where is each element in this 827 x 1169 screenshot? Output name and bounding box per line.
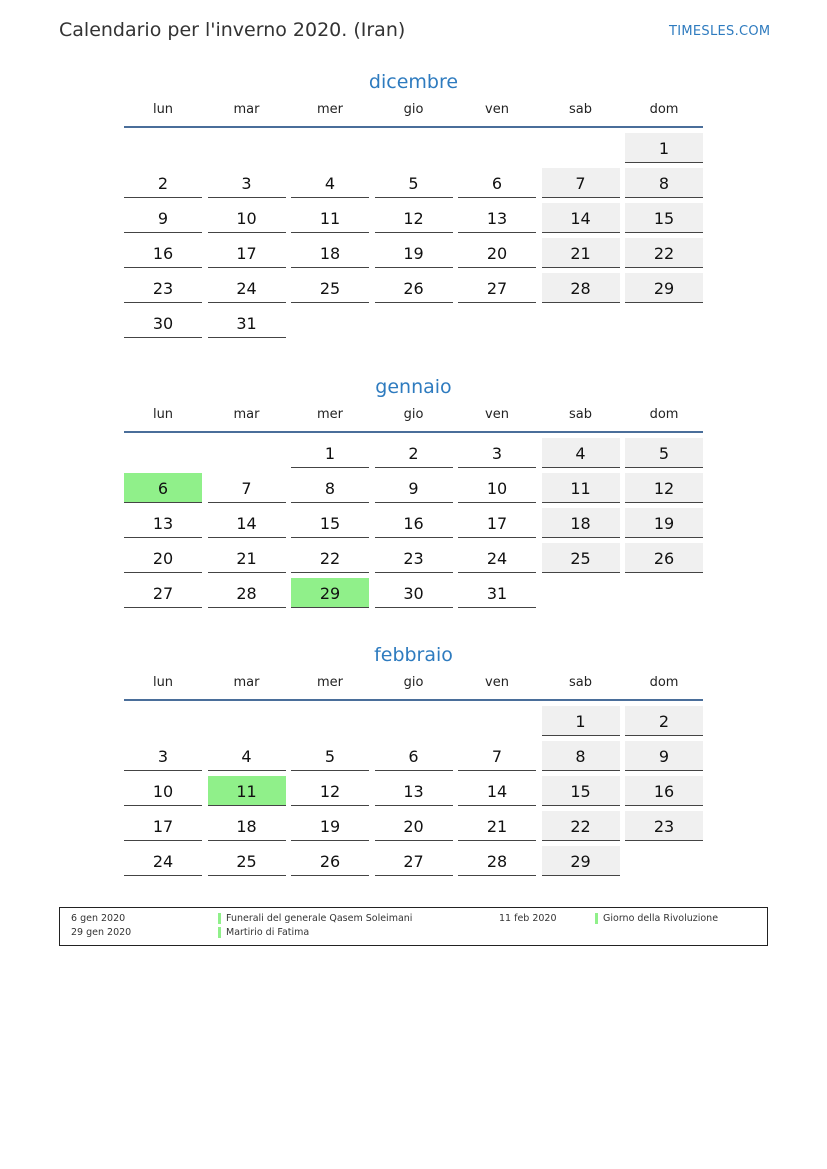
- day-cell[interactable]: 23: [124, 273, 202, 303]
- day-grid: [124, 133, 703, 338]
- weekend-day-cell[interactable]: 14: [542, 203, 620, 233]
- day-cell[interactable]: 7: [458, 741, 536, 771]
- weekday-label: sab: [569, 407, 592, 422]
- day-cell[interactable]: 15: [291, 508, 369, 538]
- day-cell[interactable]: 5: [291, 741, 369, 771]
- weekend-day-cell[interactable]: 19: [625, 508, 703, 538]
- day-cell[interactable]: 24: [124, 846, 202, 876]
- day-cell[interactable]: 1: [291, 438, 369, 468]
- weekday-label: dom: [649, 102, 679, 117]
- day-cell[interactable]: 16: [124, 238, 202, 268]
- weekday-header: [124, 100, 703, 128]
- day-cell[interactable]: 9: [375, 473, 453, 503]
- weekend-day-cell[interactable]: 18: [542, 508, 620, 538]
- day-cell[interactable]: 21: [208, 543, 286, 573]
- day-cell[interactable]: 20: [375, 811, 453, 841]
- day-cell[interactable]: 6: [375, 741, 453, 771]
- day-cell[interactable]: 21: [458, 811, 536, 841]
- weekend-day-cell[interactable]: 8: [542, 741, 620, 771]
- legend-date: 6 gen 2020: [71, 913, 126, 924]
- weekend-day-cell[interactable]: 23: [625, 811, 703, 841]
- weekend-day-cell[interactable]: 26: [625, 543, 703, 573]
- legend-date: 29 gen 2020: [71, 927, 132, 938]
- day-cell[interactable]: 12: [375, 203, 453, 233]
- month-title: gennaio: [375, 376, 452, 398]
- weekday-label: ven: [485, 407, 509, 422]
- day-cell[interactable]: 17: [458, 508, 536, 538]
- day-cell[interactable]: 3: [458, 438, 536, 468]
- day-cell[interactable]: 17: [208, 238, 286, 268]
- weekday-label: sab: [569, 675, 592, 690]
- day-cell[interactable]: 20: [458, 238, 536, 268]
- legend-label: Funerali del generale Qasem Soleimani: [226, 913, 413, 924]
- month-title: febbraio: [374, 644, 453, 666]
- day-cell[interactable]: 25: [291, 273, 369, 303]
- weekend-day-cell[interactable]: 1: [542, 706, 620, 736]
- empty-cell: [208, 133, 286, 163]
- day-cell[interactable]: 13: [375, 776, 453, 806]
- day-cell[interactable]: 9: [124, 203, 202, 233]
- empty-cell: [124, 133, 202, 163]
- legend-color-marker: [218, 913, 221, 924]
- weekday-label: lun: [152, 407, 174, 422]
- day-cell[interactable]: 7: [208, 473, 286, 503]
- empty-cell: [458, 133, 536, 163]
- legend-date: 11 feb 2020: [499, 913, 557, 924]
- day-cell[interactable]: 22: [291, 543, 369, 573]
- month-title: dicembre: [368, 71, 459, 93]
- legend-color-marker: [218, 927, 221, 938]
- weekday-label: mer: [316, 675, 343, 690]
- empty-cell: [124, 438, 202, 468]
- empty-cell: [375, 133, 453, 163]
- weekday-label: ven: [485, 675, 509, 690]
- day-cell[interactable]: 4: [291, 168, 369, 198]
- legend-label: Giorno della Rivoluzione: [603, 913, 719, 924]
- month-december: [124, 70, 703, 338]
- day-cell[interactable]: 24: [458, 543, 536, 573]
- day-cell[interactable]: 14: [458, 776, 536, 806]
- weekday-label: lun: [152, 675, 174, 690]
- day-cell[interactable]: 13: [124, 508, 202, 538]
- holiday-legend: [59, 907, 768, 946]
- weekday-label: dom: [649, 675, 679, 690]
- day-cell[interactable]: 14: [208, 508, 286, 538]
- day-cell[interactable]: 6: [458, 168, 536, 198]
- weekday-label: mer: [316, 102, 343, 117]
- day-cell[interactable]: 19: [375, 238, 453, 268]
- weekday-label: dom: [649, 407, 679, 422]
- legend-color-marker: [595, 913, 598, 924]
- empty-cell: [124, 706, 202, 736]
- day-cell[interactable]: 11: [291, 203, 369, 233]
- day-cell[interactable]: 3: [124, 741, 202, 771]
- day-cell[interactable]: 18: [208, 811, 286, 841]
- weekday-label: lun: [152, 102, 174, 117]
- weekend-day-cell[interactable]: 4: [542, 438, 620, 468]
- holiday-day-cell[interactable]: 29: [291, 578, 369, 608]
- weekend-day-cell[interactable]: 29: [542, 846, 620, 876]
- weekday-label: gio: [403, 407, 424, 422]
- empty-cell: [375, 706, 453, 736]
- day-grid: [124, 706, 703, 876]
- weekend-day-cell[interactable]: 9: [625, 741, 703, 771]
- day-cell[interactable]: 26: [291, 846, 369, 876]
- weekend-day-cell[interactable]: 25: [542, 543, 620, 573]
- day-cell[interactable]: 27: [458, 273, 536, 303]
- empty-cell: [542, 133, 620, 163]
- weekend-day-cell[interactable]: 29: [625, 273, 703, 303]
- weekday-label: mer: [316, 407, 343, 422]
- month-february: [124, 643, 703, 876]
- weekday-label: mar: [233, 407, 260, 422]
- day-cell[interactable]: 13: [458, 203, 536, 233]
- day-cell[interactable]: 31: [458, 578, 536, 608]
- day-cell[interactable]: 17: [124, 811, 202, 841]
- day-cell[interactable]: 27: [375, 846, 453, 876]
- day-cell[interactable]: 4: [208, 741, 286, 771]
- empty-cell: [291, 133, 369, 163]
- empty-cell: [208, 706, 286, 736]
- empty-cell: [458, 706, 536, 736]
- day-cell[interactable]: 28: [458, 846, 536, 876]
- day-cell[interactable]: 31: [208, 308, 286, 338]
- weekend-day-cell[interactable]: 5: [625, 438, 703, 468]
- weekend-day-cell[interactable]: 22: [625, 238, 703, 268]
- weekend-day-cell[interactable]: 21: [542, 238, 620, 268]
- day-grid: [124, 438, 703, 608]
- weekend-day-cell[interactable]: 8: [625, 168, 703, 198]
- holiday-day-cell[interactable]: 11: [208, 776, 286, 806]
- day-cell[interactable]: 2: [375, 438, 453, 468]
- weekend-day-cell[interactable]: 15: [625, 203, 703, 233]
- day-cell[interactable]: 30: [124, 308, 202, 338]
- weekend-day-cell[interactable]: 28: [542, 273, 620, 303]
- weekend-day-cell[interactable]: 22: [542, 811, 620, 841]
- weekend-day-cell[interactable]: 2: [625, 706, 703, 736]
- weekend-day-cell[interactable]: 1: [625, 133, 703, 163]
- weekend-day-cell[interactable]: 11: [542, 473, 620, 503]
- weekday-label: mar: [233, 675, 260, 690]
- day-cell[interactable]: 10: [458, 473, 536, 503]
- day-cell[interactable]: 19: [291, 811, 369, 841]
- weekend-day-cell[interactable]: 12: [625, 473, 703, 503]
- page-title: Calendario per l'inverno 2020. (Iran): [59, 19, 406, 41]
- weekday-label: sab: [569, 102, 592, 117]
- day-cell[interactable]: 27: [124, 578, 202, 608]
- day-cell[interactable]: 23: [375, 543, 453, 573]
- day-cell[interactable]: 2: [124, 168, 202, 198]
- day-cell[interactable]: 8: [291, 473, 369, 503]
- weekday-label: gio: [403, 675, 424, 690]
- weekday-header: [124, 405, 703, 433]
- day-cell[interactable]: 30: [375, 578, 453, 608]
- day-cell[interactable]: 12: [291, 776, 369, 806]
- holiday-day-cell[interactable]: 6: [124, 473, 202, 503]
- day-cell[interactable]: 25: [208, 846, 286, 876]
- empty-cell: [291, 706, 369, 736]
- day-cell[interactable]: 28: [208, 578, 286, 608]
- day-cell[interactable]: 10: [208, 203, 286, 233]
- brand-logo-text[interactable]: TIMESLES.COM: [669, 24, 771, 39]
- month-january: [124, 375, 703, 608]
- weekday-label: ven: [485, 102, 509, 117]
- day-cell[interactable]: 18: [291, 238, 369, 268]
- day-cell[interactable]: 16: [375, 508, 453, 538]
- weekend-day-cell[interactable]: 15: [542, 776, 620, 806]
- legend-label: Martirio di Fatima: [226, 927, 310, 938]
- weekend-day-cell[interactable]: 16: [625, 776, 703, 806]
- day-cell[interactable]: 3: [208, 168, 286, 198]
- weekday-header: [124, 673, 703, 701]
- empty-cell: [208, 438, 286, 468]
- day-cell[interactable]: 5: [375, 168, 453, 198]
- day-cell[interactable]: 26: [375, 273, 453, 303]
- weekday-label: gio: [403, 102, 424, 117]
- weekend-day-cell[interactable]: 7: [542, 168, 620, 198]
- weekday-label: mar: [233, 102, 260, 117]
- day-cell[interactable]: 20: [124, 543, 202, 573]
- day-cell[interactable]: 10: [124, 776, 202, 806]
- day-cell[interactable]: 24: [208, 273, 286, 303]
